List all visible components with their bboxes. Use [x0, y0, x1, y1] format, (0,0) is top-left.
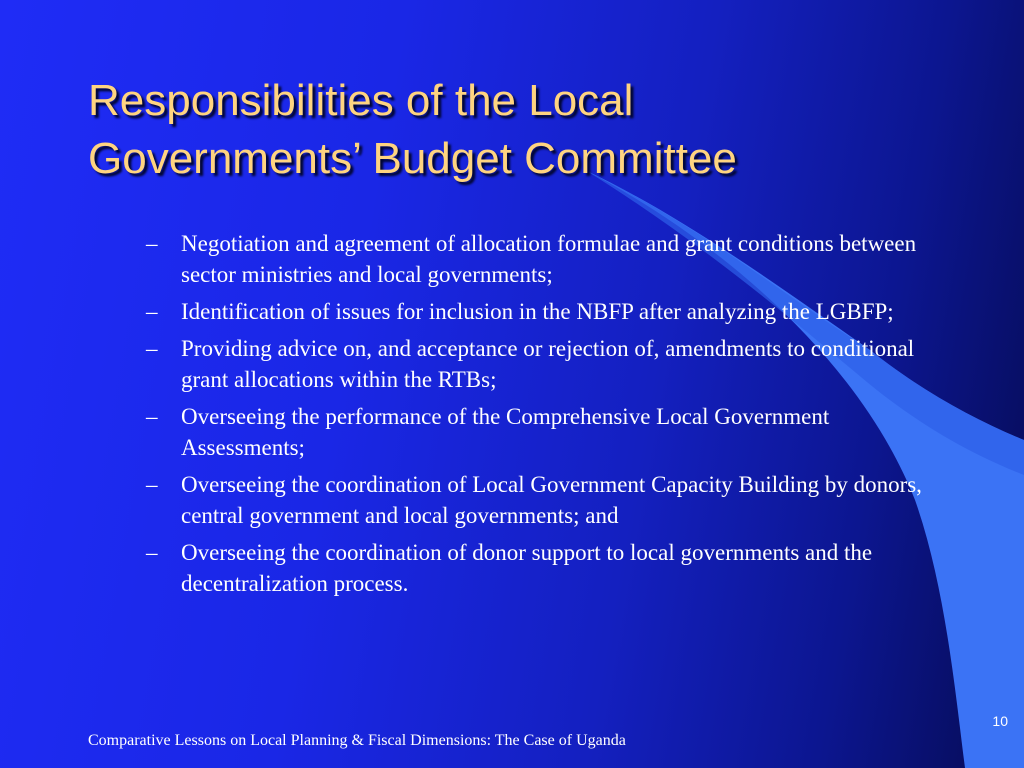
- bullet-dash: –: [146, 299, 158, 324]
- bullet-dash: –: [146, 472, 158, 497]
- bullet-text: Overseeing the coordination of Local Government Capacity Building by donors, central government and local governments; and: [181, 472, 922, 528]
- bullet-item: [146, 469, 936, 531]
- bullet-dash: –: [146, 336, 158, 361]
- bullet-item: [146, 401, 936, 463]
- bullet-text: Negotiation and agreement of allocation formulae and grant conditions between sector ministries and local governments;: [181, 231, 917, 287]
- bullet-dash: –: [146, 231, 158, 256]
- slide-title-line: Responsibilities of the Local: [88, 76, 634, 125]
- slide-title-line: Governments’ Budget Committee: [88, 134, 737, 183]
- bullet-text: Identification of issues for inclusion in the NBFP after analyzing the LGBFP;: [181, 299, 894, 324]
- bullet-text: Overseeing the coordination of donor support to local governments and the decentralization process.: [181, 540, 873, 596]
- bullet-item: [146, 333, 936, 395]
- bullet-text: Overseeing the performance of the Comprehensive Local Government Assessments;: [181, 404, 830, 460]
- bullet-item: [146, 537, 936, 599]
- slide-footer: Comparative Lessons on Local Planning & Fiscal Dimensions: The Case of Uganda: [88, 732, 626, 749]
- slide-title: [88, 72, 968, 188]
- bullet-text: Providing advice on, and acceptance or rejection of, amendments to conditional grant allocations within the RTBs;: [181, 336, 915, 392]
- bullet-item: [146, 228, 936, 290]
- page-number: 10: [992, 713, 1008, 729]
- bullet-item: [146, 296, 936, 327]
- bullet-dash: –: [146, 404, 158, 429]
- bullet-list: [146, 228, 936, 605]
- bullet-dash: –: [146, 540, 158, 565]
